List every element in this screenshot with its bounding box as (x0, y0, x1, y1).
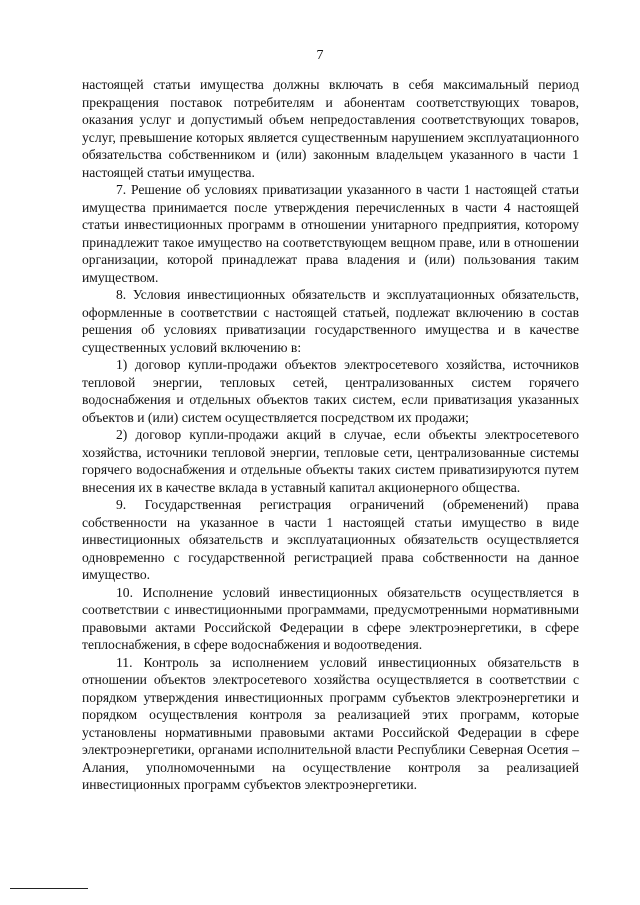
paragraph-8-item-2: 2) договор купли-продажи акций в случае, если объекты электросетевого хозяйства, источники тепловой энергии, тепловые сети, централизованные системы горячего водоснабжения и отдельные объекты таких систем приватизируются путем внесения их в качестве вклада в уставный капитал акционерного общества. (82, 427, 579, 495)
paragraph-11: 11. Контроль за исполнением условий инвестиционных обязательств в отношении объектов электросетевого хозяйства осуществляется в соответствии с порядком утверждения инвестиционных программ субъектов электроэнергетики и порядком осуществления контроля за реализацией этих программ, которые установлены нормативными правовыми актами Российской Федерации в сфере электроэнергетики, органами исполнительной власти Республики Северная Осетия – Алания, уполномоченными на осуществление контроля за реализацией инвестиционных программ субъектов электроэнергетики. (82, 654, 579, 792)
footer-divider (10, 888, 88, 889)
page-number: 7 (316, 48, 324, 63)
paragraph-10: 10. Исполнение условий инвестиционных обязательств осуществляется в соответствии с инвестиционными программами, предусмотренными нормативными правовыми актами Российской Федерации в сфере электроэнергетики, в сфере теплоснабжения, в сфере водоснабжения и водоотведения. (82, 584, 579, 652)
paragraph-9: 9. Государственная регистрация ограничений (обременений) права собственности на указанное в части 1 настоящей статьи имущество в виде инвестиционных обязательств и эксплуатационных обязательств осуществляется одновременно с государственной регистрацией права собственности на данное имущество. (82, 497, 579, 582)
paragraph-8-item-1: 1) договор купли-продажи объектов электросетевого хозяйства, источников тепловой энергии, тепловых сетей, централизованных систем горячего водоснабжения и отдельных объектов таких систем, если приватизация указанных объектов и (или) систем осуществляется посредством их продажи; (82, 357, 579, 425)
paragraph-7: 7. Решение об условиях приватизации указанного в части 1 настоящей статьи имущества принимается после утверждения перечисленных в части 4 настоящей статьи инвестиционных программ в отношении унитарного предприятия, которому принадлежит такое имущество на соответствующем вещном праве, или в отношении организации, которой принадлежат права владения и (или) пользования таким имуществом. (82, 182, 579, 285)
paragraph-8: 8. Условия инвестиционных обязательств и эксплуатационных обязательств, оформленные в соответствии с настоящей статьей, подлежат включению в состав решения об условиях приватизации государственного имущества и в качестве существенных условий включению в: (82, 287, 579, 355)
paragraph-continuation: настоящей статьи имущества должны включать в себя максимальный период прекращения поставок потребителям и абонентам соответствующих товаров, оказания услуг и допустимый объем непредоставления соответствующих товаров, услуг, превышение которых является существенным нарушением эксплуатационного обязательства собственником и (или) законным владельцем указанного в части 1 настоящей статьи имущества. (82, 77, 579, 180)
document-body (82, 76, 579, 794)
